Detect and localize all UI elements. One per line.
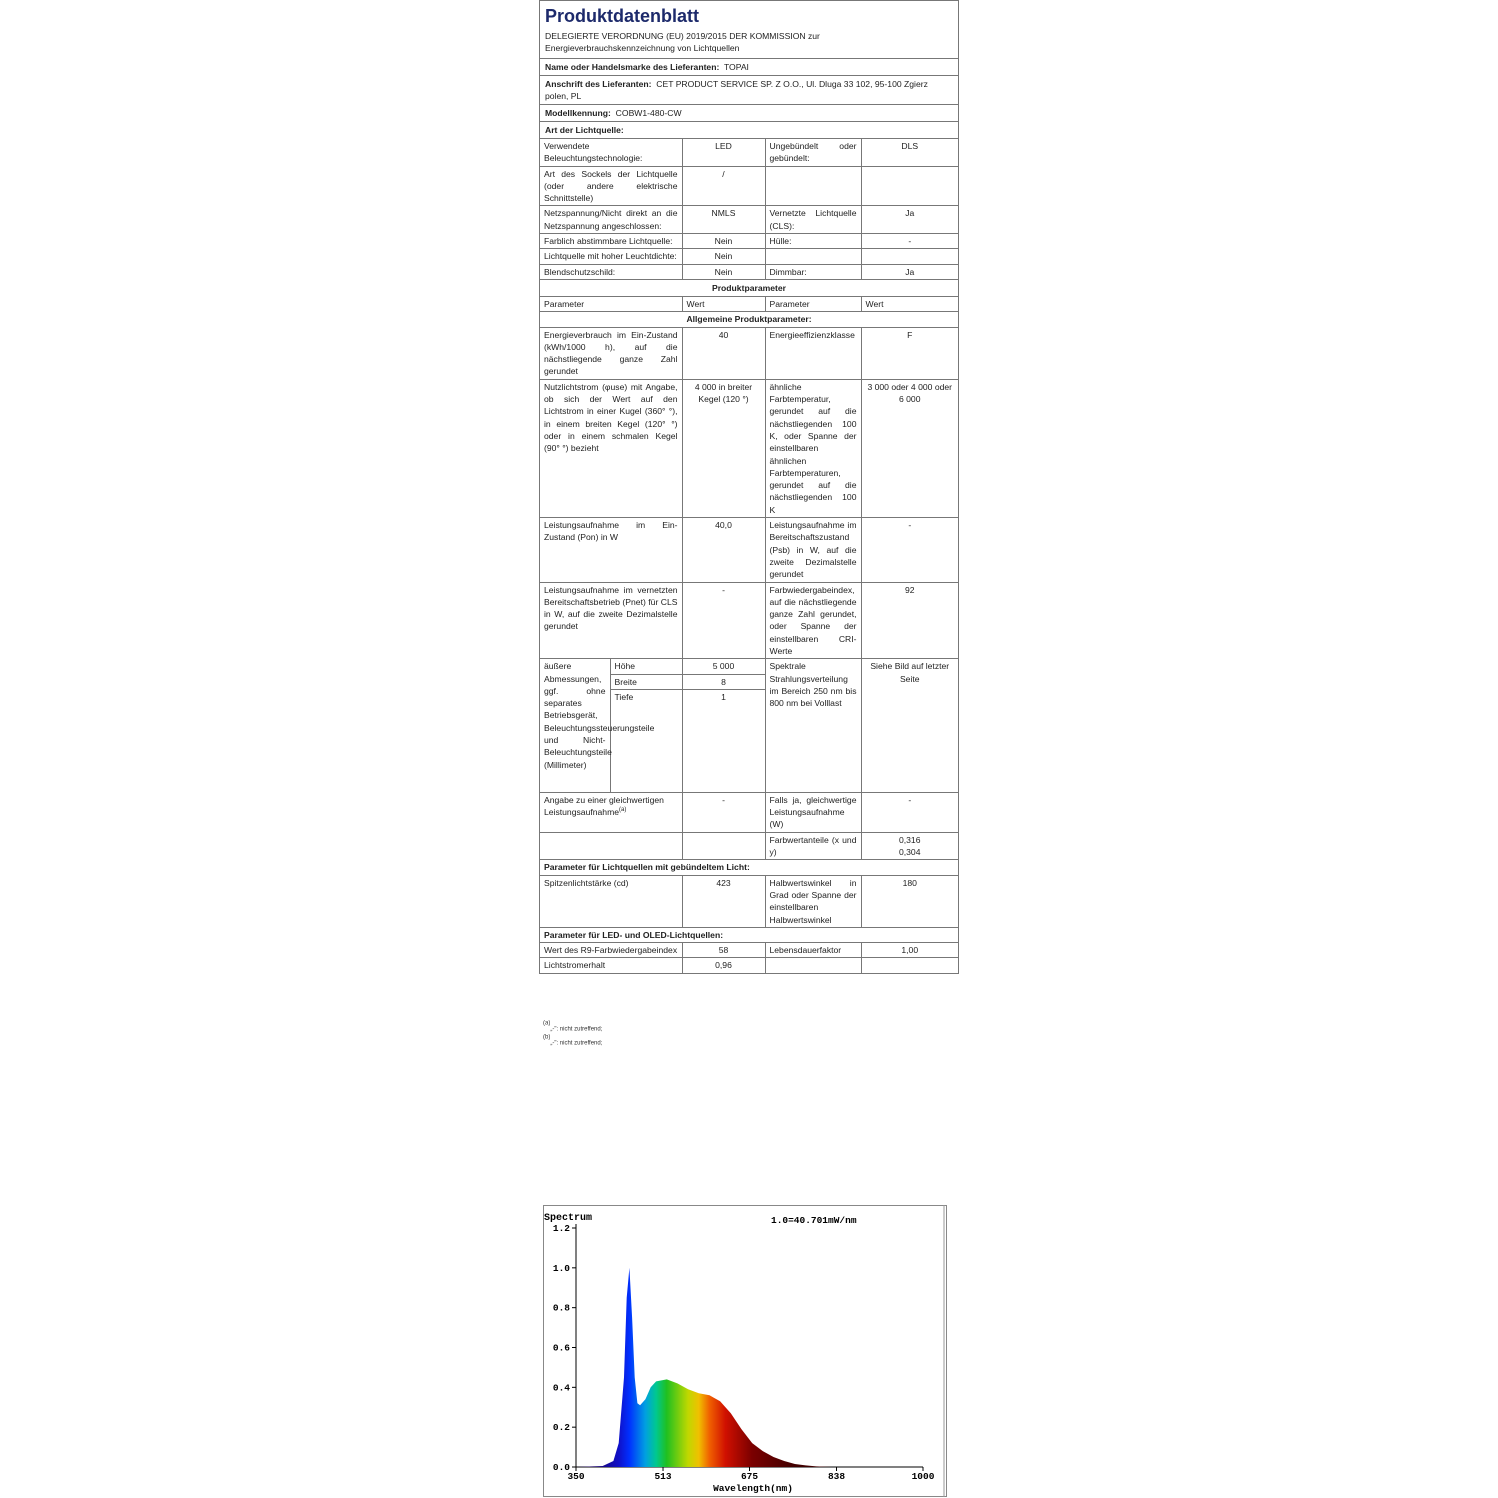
spectrum-chart — [543, 1205, 948, 1497]
chroma-row — [540, 832, 958, 860]
y-tick-label: 1.0 — [552, 1262, 570, 1274]
chart-title: Spectrum — [544, 1213, 593, 1224]
type-row — [540, 206, 958, 234]
y-tick-label: 0.8 — [552, 1302, 570, 1314]
general-value-1: - — [682, 582, 765, 659]
type-value-1: Nein — [682, 249, 765, 264]
x-tick-label: 350 — [567, 1471, 585, 1482]
type-heading: Art der Lichtquelle: — [540, 122, 958, 139]
product-data-sheet — [539, 0, 959, 974]
footnote-b-mark: (b) — [543, 1034, 551, 1041]
equiv-value-2: - — [861, 792, 958, 832]
chart-annotation: 1.0=40.701mW/nm — [771, 1215, 857, 1226]
general-label-1: Nutzlichtstrom (φuse) mit Angabe, ob sich der Wert auf den Lichtstrom in einer Kugel (360° °), in einem breiten Kegel (120° °) oder in einem schmalen Kegel (90° °) bezieht — [540, 379, 682, 517]
led-heading: Parameter für LED- und OLED-Lichtquellen: — [540, 927, 958, 942]
regulation-line-1: DELEGIERTE VERORDNUNG (EU) 2019/2015 DER KOMMISSION zur — [545, 31, 820, 41]
address-value: CET PRODUCT SERVICE SP. Z O.O., Ul. Dluga 33 102, 95-100 Zgierz polen, PL — [545, 79, 928, 101]
type-row — [540, 264, 958, 279]
footnote-b — [543, 1034, 602, 1048]
footnotes — [543, 1020, 602, 1048]
spectral-label: Spektrale Strahlungsverteilung im Bereich 250 nm bis 800 nm bei Volllast — [765, 659, 861, 793]
dims-label: äußere Abmessungen, ggf. ohne separates Betriebsgerät, Beleuchtungssteuerungsteile und Nicht-Beleuchtungsteile (Millimeter) — [540, 659, 610, 793]
type-label-2: Ungebündelt oder gebündelt: — [765, 139, 861, 166]
col-param-1: Parameter — [540, 297, 682, 312]
type-label-2 — [765, 249, 861, 264]
general-label-1: Leistungsaufnahme im Ein-Zustand (Pon) in W — [540, 518, 682, 582]
type-label-1: Blendschutzschild: — [540, 264, 682, 279]
led-label-2 — [765, 958, 861, 973]
type-label-1: Farblich abstimmbare Lichtquelle: — [540, 234, 682, 249]
general-row — [540, 327, 958, 379]
dims-value: 1 — [682, 689, 765, 792]
general-value-2: 3 000 oder 4 000 oder 6 000 — [861, 379, 958, 517]
general-label-1: Leistungsaufnahme im vernetzten Bereitschaftsbetrieb (Pnet) für CLS in W, auf die zweite Dezimalstelle gerundet — [540, 582, 682, 659]
model-value: COBW1-480-CW — [615, 108, 682, 118]
type-label-1: Art des Sockels der Lichtquelle (oder andere elektrische Schnittstelle) — [540, 166, 682, 206]
footnote-a-mark: (a) — [543, 1020, 551, 1027]
led-label-2: Lebensdauerfaktor — [765, 943, 861, 958]
col-value-2: Wert — [861, 297, 958, 312]
equiv-footnote-mark: (a) — [619, 807, 627, 814]
param-header-row — [540, 297, 958, 312]
regulation-line-2: Energieverbrauchskennzeichnung von Lichtquellen — [545, 43, 740, 53]
type-label-2: Dimmbar: — [765, 264, 861, 279]
directional-label-1: Spitzenlichtstärke (cd) — [540, 875, 682, 927]
supplier-row — [540, 59, 958, 76]
led-value-1: 58 — [682, 943, 765, 958]
type-value-2: DLS — [861, 139, 958, 166]
equiv-label-2: Falls ja, gleichwertige Leistungsaufnahme (W) — [765, 792, 861, 832]
chroma-empty-2 — [682, 832, 765, 860]
type-value-2 — [861, 249, 958, 264]
y-tick-label: 0.0 — [552, 1462, 570, 1473]
type-label-1: Lichtquelle mit hoher Leuchtdichte: — [540, 249, 682, 264]
x-tick-label: 1000 — [911, 1471, 935, 1482]
x-axis-label: Wavelength(nm) — [713, 1483, 793, 1494]
type-value-2: - — [861, 234, 958, 249]
dims-value: 5 000 — [682, 659, 765, 674]
directional-label-2: Halbwertswinkel in Grad oder Spanne der einstellbaren Halbwertswinkel — [765, 875, 861, 927]
type-row — [540, 249, 958, 264]
type-table — [540, 139, 958, 280]
led-row — [540, 958, 958, 973]
equiv-label-cell — [540, 792, 682, 832]
dims-key: Tiefe — [610, 689, 682, 792]
chroma-label: Farbwertanteile (x und y) — [765, 832, 861, 860]
type-value-1: LED — [682, 139, 765, 166]
dims-row — [540, 659, 958, 674]
y-tick-label: 1.2 — [552, 1223, 570, 1234]
param-table — [540, 297, 958, 974]
general-row — [540, 518, 958, 582]
sheet-title: Produktdatenblatt — [545, 6, 700, 26]
address-row — [540, 76, 958, 105]
chroma-x: 0,316 — [898, 834, 921, 845]
type-value-1: Nein — [682, 264, 765, 279]
general-value-2: - — [861, 518, 958, 582]
model-row — [540, 105, 958, 122]
general-value-1: 40 — [682, 327, 765, 379]
general-label-2: ähnliche Farbtemperatur, gerundet auf die nächstliegenden 100 K, oder Spanne der einstellbaren ähnlichen Farbtemperaturen, gerundet auf die nächstliegenden 100 K — [765, 379, 861, 517]
x-tick-label: 838 — [827, 1471, 846, 1482]
type-label-2: Vernetzte Lichtquelle (CLS): — [765, 206, 861, 234]
led-heading-row — [540, 927, 958, 942]
dims-value: 8 — [682, 674, 765, 689]
chroma-y: 0,304 — [898, 847, 921, 858]
type-row — [540, 234, 958, 249]
regulation-text — [540, 29, 958, 59]
param-heading: Produktparameter — [540, 280, 958, 297]
chroma-empty-1 — [540, 832, 682, 860]
led-label-1: Wert des R9-Farbwiedergabeindex — [540, 943, 682, 958]
type-label-1: Netzspannung/Nicht direkt an die Netzspannung angeschlossen: — [540, 206, 682, 234]
led-value-1: 0,96 — [682, 958, 765, 973]
general-label-2: Leistungsaufnahme im Bereitschaftszustand (Psb) in W, auf die zweite Dezimalstelle gerundet — [765, 518, 861, 582]
general-row — [540, 582, 958, 659]
equiv-row — [540, 792, 958, 832]
type-value-1: / — [682, 166, 765, 206]
equiv-value-1: - — [682, 792, 765, 832]
type-value-1: Nein — [682, 234, 765, 249]
y-tick-label: 0.6 — [552, 1342, 570, 1354]
led-value-2: 1,00 — [861, 943, 958, 958]
general-value-2: 92 — [861, 582, 958, 659]
x-tick-label: 675 — [740, 1471, 759, 1482]
led-label-1: Lichtstromerhalt — [540, 958, 682, 973]
x-tick-label: 513 — [654, 1471, 672, 1482]
general-label-2: Farbwiedergabeindex, auf die nächstliegende ganze Zahl gerundet, oder Spanne der einstellbaren CRI-Werte — [765, 582, 861, 659]
footnote-b-text: „-": nicht zutreffend; — [550, 1040, 603, 1047]
supplier-label: Name oder Handelsmarke des Lieferanten: — [545, 62, 720, 72]
directional-value-2: 180 — [861, 875, 958, 927]
directional-row — [540, 875, 958, 927]
general-heading-row — [540, 312, 958, 327]
chroma-values — [861, 832, 958, 860]
general-value-1: 40,0 — [682, 518, 765, 582]
led-row — [540, 943, 958, 958]
general-value-2: F — [861, 327, 958, 379]
general-value-1: 4 000 in breiter Kegel (120 °) — [682, 379, 765, 517]
general-row — [540, 379, 958, 517]
directional-value-1: 423 — [682, 875, 765, 927]
directional-heading-row — [540, 860, 958, 875]
dims-key: Höhe — [610, 659, 682, 674]
type-value-2: Ja — [861, 264, 958, 279]
type-value-2: Ja — [861, 206, 958, 234]
model-label: Modellkennung: — [545, 108, 611, 118]
general-label-1: Energieverbrauch im Ein-Zustand (kWh/1000 h), auf die nächstliegende ganze Zahl gerundet — [540, 327, 682, 379]
dims-key: Breite — [610, 674, 682, 689]
type-row — [540, 139, 958, 166]
supplier-value: TOPAI — [723, 62, 749, 72]
col-param-2: Parameter — [765, 297, 861, 312]
led-value-2 — [861, 958, 958, 973]
general-label-2: Energieeffizienzklasse — [765, 327, 861, 379]
type-row — [540, 166, 958, 206]
type-label-2 — [765, 166, 861, 206]
y-tick-label: 0.2 — [552, 1422, 570, 1434]
equiv-label: Angabe zu einer gleichwertigen Leistungsaufnahme — [544, 794, 664, 818]
type-label-1: Verwendete Beleuchtungstechnologie: — [540, 139, 682, 166]
type-value-1: NMLS — [682, 206, 765, 234]
spectral-value: Siehe Bild auf letzter Seite — [861, 659, 958, 793]
y-tick-label: 0.4 — [552, 1382, 570, 1394]
directional-heading: Parameter für Lichtquellen mit gebündeltem Licht: — [540, 860, 958, 875]
type-label-2: Hülle: — [765, 234, 861, 249]
footnote-a — [543, 1020, 602, 1034]
type-value-2 — [861, 166, 958, 206]
footnote-a-text: „-": nicht zutreffend; — [550, 1026, 603, 1033]
general-heading: Allgemeine Produktparameter: — [540, 312, 958, 327]
address-label: Anschrift des Lieferanten: — [545, 79, 652, 89]
col-value-1: Wert — [682, 297, 765, 312]
